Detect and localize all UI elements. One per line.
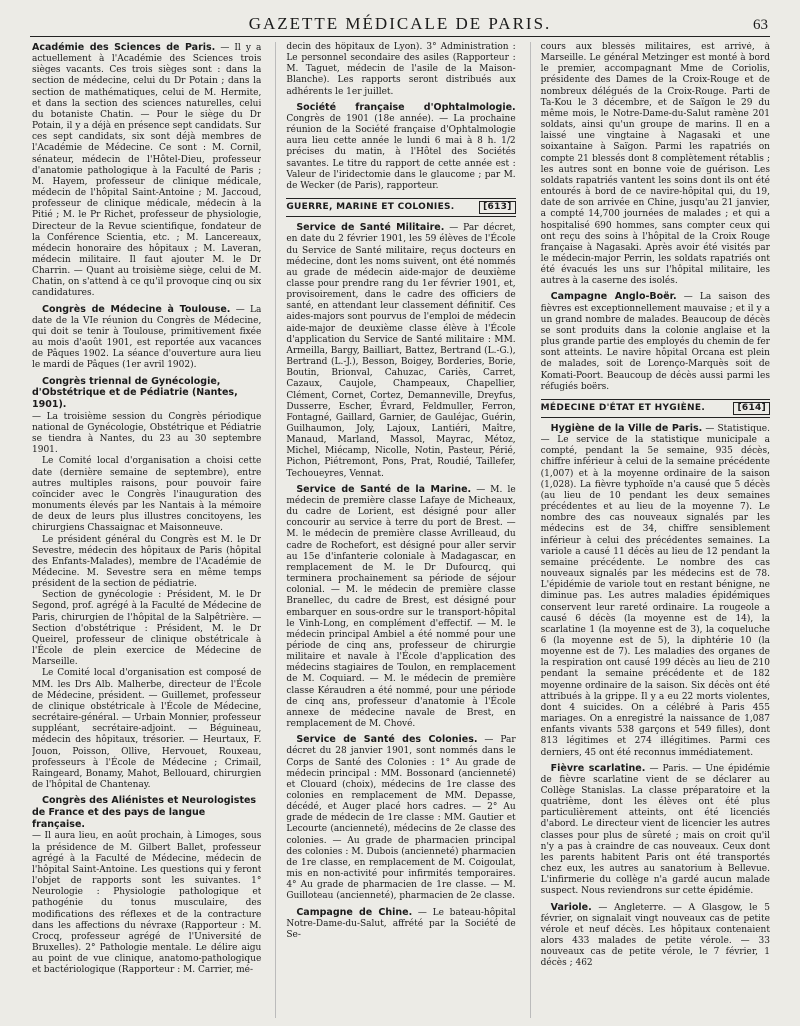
column-middle (275, 42, 515, 1018)
text-columns (32, 42, 770, 1018)
article-title: Congrès de Médecine à Toulouse. (42, 303, 231, 315)
article-scarlatine (541, 763, 770, 898)
article-title: Campagne Anglo-Boër. (550, 291, 677, 303)
column-right (530, 42, 770, 1018)
article-text: cours aux blessés militaires, est arrivé, à Marseille. Le général Metzinger est monté à bord le premier, accompagnant Mme de Coriolis, présidente des Dames de la Croix-Rouge et de nombreux délégués de la Croix-Rouge. Parti de Ta-Kou le 3 décembre, et de Saïgon le 29 du même mois, le Notre-Dame-du-Salut ramène 201 soldats, ainsi qu'un groupe de marins. Il en a laissé une vingtaine à Nagasaki et une soixantaine à Saïgon. Parmi les rapatriés on compte 21 blessés dont 8 complètement rétablis ; les autres sont en bonne voie de guérison. Les soldats rapatriés vantent les soins dont ils ont été entourés à bord de ce navire-hôpital qui, du 19, date de son arrivée en Chine, jusqu'au 21 janvier, a compté 14,700 journées de malades ; et qui a hospitalisé 690 hommes, sans compter ceux qui ont reçu des soins à l'hôpital de la Croix Rouge française à Nagasaki. Après avoir été visités par le médecin-major Perrin, les soldats rapatriés ont été évacués les uns sur l'hôpital militaire, les autres à la caserne des isolés. (540, 42, 770, 287)
page-header (30, 14, 770, 37)
article-campagne-chine (286, 907, 515, 941)
article-nantes (32, 376, 261, 792)
article-title: Congrès des Aliénistes et Neurologistes de France et des pays de langue française. (32, 795, 257, 830)
article-paragraph: Le Comité local d'organisation a choisi cette date (dernière semaine de septembre), entre autres multiples raisons, pour pouvoir faire coïncider avec le Congrès l'inauguration des monuments élevés par les Nantais à la mémoire de deux de leurs plus illustres concitoyens, les chirurgiens Chassaignac et Maisonneuve. (32, 456, 262, 534)
article-paragraph: — La troisième session du Congrès périodique national de Gynécologie, Obstétrique et Pédiatrie se tiendra à Nantes, du 23 au 30 septembre 1901. (32, 411, 262, 456)
article-ophtalmo (286, 102, 515, 192)
article-title: Variole. (550, 901, 592, 913)
article-text: — Il y a actuellement à l'Académie des Sciences trois sièges vacants. Ces trois sièges sont : dans la section de médecine, celui du Dr Potain ; dans la section de mathématiques, celui de M. Hermite, et dans la section des sciences naturelles, celui du botaniste Chatin. — Pour le siège du Dr Potain, il y a déjà en présence sept candidats. Sur ces sept candidats, six sont déjà membres de l'Académie de Médecine. Ce sont : M. Cornil, sénateur, médecin de l'Hôtel-Dieu, professeur d'anatomie pathologique à la Faculté de Paris ; M. Hayem, professeur de clinique médicale, médecin de l'hôpital Saint-Antoine ; M. Jaccoud, professeur de clinique médicale, médecin à la Pitié ; M. le Pr Richet, professeur de physiologie, Directeur de la Revue scientifique, fondateur de la Conférence Scientia, etc. ; M. Lancereaux, médecin honoraire des hôpitaux ; M. Laveran, médecin militaire. Il faut ajouter M. le Dr Charrin. — Quant au troisième siège, celui de M. Chatin, on s'attend à ce qu'il provoque cinq ou six candidatures. (32, 43, 262, 299)
article-paragraph: Le Comité local d'organisation est composé de MM. les Drs Alb. Malherbe, directeur de l'École de Médecine, président. — Guillemet, professeur de clinique obstétricale à l'École de Médecine, secrétaire-général. — Urbain Monnier, professeur suppléant, secrétaire-adjoint. — Béguineau, médecin des hôpitaux, trésorier. — Heurtaux, F. Jouon, Poisson, Ollive, Hervouet, Rouxeau, professeurs à l'École de Médecine ; Crimail, Raingeard, Bonamy, Mahot, Bellouard, chirurgien de l'hôpital de Chantenay. (32, 668, 262, 790)
article-title: Congrès triennal de Gynécologie, d'Obstétrique et de Pédiatrie (Nantes, 1901). (32, 375, 238, 411)
section-title: GUERRE, MARINE ET COLONIES. (286, 202, 455, 213)
article-text: — Par décret, en date du 2 février 1901, les 59 élèves de l'École du Service de Santé militaire, reçus docteurs en médecine, dont les noms suivent, ont été nommés au grade de médecin aide-major de deuxième classe pour prendre rang du 1er février 1901, et, provisoirement, dans le cadre des officiers de santé, en attendant leur classement définitif. Ces aides-majors sont pourvus de l'emploi de médecin aide-major de deuxième classe élève à l'École d'application du Service de Santé militaire : MM. Armeilla, Bargy, Bailliart, Battez, Bertrand (L.-G.), Bertrand (L.-J.), Besson, Boigey, Borderies, Borie, Boutin, Brionval, Cahuzac, Cariès, Carret, Cazaux, Caujole, Champeaux, Chapellier, Clément, Cornet, Cortez, Demanneville, Dreyfus, Dusserre, Escher, Évrard, Feldmuller, Ferron, Fontagné, Gaillard, Garnier, de Gauléjac, Guérin, Guilhaumon, Joly, Lajoux, Lantiéri, Maître, Manaud, Marland, Massol, Mayrac, Métoz, Michel, Miécamp, Nicolle, Notin, Pasteur, Périé, Pichon, Piétremont, Pons, Prat, Roudié, Taillefer, Techoueyres, Vennat. (286, 223, 516, 479)
article-title: Académie des Sciences de Paris. (32, 42, 216, 53)
article-text: Congrès de 1901 (18e année). — La prochaine réunion de la Société française d'Ophtalmologie aura lieu cette année le lundi 6 mai à 8 h. 1/2 précises du matin, à l'Hôtel des Sociétés savantes. Le titre du rapport de cette année est : Valeur de l'iridectomie dans le glaucome ; par M. de Wecker (de Paris), rapporteur. (286, 113, 516, 191)
article-text: — Par décret du 28 janvier 1901, sont nommés dans le Corps de Santé des Colonies : 1° Au grade de médecin principal : MM. Bossonard (ancienneté) et Clouard (choix), médecins de 1re classe des colonies en remplacement de MM. Depasse, décédé, et Auger placé hors cadres. — 2° Au grade de médecin de 1re classe : MM. Gautier et Lecourte (ancienneté), médecins de 2e classe des colonies. — Au grade de pharmacien principal des colonies : M. Dubois (ancienneté) pharmacien de 1re classe, en remplacement de M. Coigoulat, mis en non-activité pour infirmités temporaires. 4° Au grade de pharmacien de 1re classe. — M. Guilloteau (ancienneté), pharmacien de 2e classe. (286, 735, 516, 902)
article-text: — Angleterre. — A Glasgow, le 5 février, on signalait vingt nouveaux cas de petite vérole et neuf décès. Les hôpitaux contenaient alors 433 malades de petite vérole. — 33 nouveaux cas de petite vérole, le 7 février, 1 décès ; 462 (540, 902, 770, 969)
column-left (32, 42, 261, 1018)
article-title: Société française d'Ophtalmologie. (296, 101, 516, 113)
article-text: decin des hôpitaux de Lyon). 3° Administration : Le personnel secondaire des asiles (Rapporteur : M. Taguet, médecin de l'asile de la Maison-Blanche). Les rapports seront distribués aux adhérents le 1er juillet. (286, 42, 516, 97)
article-title: Campagne de Chine. (296, 906, 413, 918)
article-text: — La date de la VIe réunion du Congrès de Médecine, qui doit se tenir à Toulouse, primitivement fixée au mois d'août 1901, est reportée aux vacances de Pâques 1902. La séance d'ouverture aura lieu le mardi de Pâques (1er avril 1902). (32, 304, 262, 371)
article-title: Service de Santé des Colonies. (296, 734, 478, 746)
article-text: — Il aura lieu, en août prochain, à Limoges, sous la présidence de M. Gilbert Ballet, professeur agrégé à la Faculté de Médecine, médecin de l'hôpital Saint-Antoine. Les questions qui y feront l'objet de rapports sont les suivantes. 1° Neurologie : Physiologie pathologique et pathogénie du tonus musculaire, des modifications des réflexes et de la contracture dans les affections du névraxe (Rapporteur : M. Crocq, professeur agrégé de l'Université de Bruxelles). 2° Pathologie mentale. Le délire aigu au point de vue clinique, anatomo-pathologique et bactériologique (Rapporteur : M. Carrier, mé- (32, 831, 262, 976)
section-reference: [614] (733, 402, 770, 415)
article-paragraph: Le président général du Congrès est M. le Dr Sevestre, médecin des hôpitaux de Paris (hôpital des Enfants-Malades), membre de l'Académie de Médecine. M. Sevestre sera en même temps président de la section de pédiatrie. (32, 534, 262, 590)
article-anglo-boer (541, 291, 770, 392)
article-marine (286, 484, 515, 730)
article-paragraph: Section de gynécologie : Président, M. le Dr Segond, prof. agrégé à la Faculté de Médecine de Paris, chirurgien de l'hôpital de la Salpêtrière. — Section d'obstétrique : Président, M. le Dr Queirel, professeur de clinique obstétricale à l'École de plein exercice de Médecine de Marseille. (32, 590, 262, 668)
article-text: — M. le médecin de première classe Lafaye de Micheaux, du cadre de Lorient, est désigné pour aller concourir au service à terre du port de Brest. — M. le médecin de première classe Avrilleaud, du cadre de Rochefort, est désigné pour aller servir au 15e d'infanterie coloniale à Madagascar, en remplacement de M. le Dr Dufourcq, qui terminera prochainement sa période de séjour colonial. — M. le médecin de première classe Branellec, du cadre de Brest, est désigné pour embarquer en sous-ordre sur le transport-hôpital le Vinh-Long, en complément d'effectif. — M. le médecin principal Ambiel a été nommé pour une période de cinq ans, professeur de chirurgie militaire et navale à l'École d'application des médecins stagiaires de Toulon, en remplacement de M. Coquiard. — M. le médecin de première classe Kéraudren a été nommé, pour une période de cinq ans, professeur d'anatomie à l'École annexe de médecine navale de Brest, en remplacement de M. Chové. (286, 484, 516, 730)
article-toulouse (32, 304, 261, 372)
article-hygiene (541, 423, 770, 759)
running-title: GAZETTE MÉDICALE DE PARIS. (248, 14, 552, 33)
article-variole (541, 902, 770, 970)
section-title: MÉDECINE D'ÉTAT ET HYGIÈNE. (540, 402, 706, 413)
section-heading (541, 399, 770, 418)
section-reference: [613] (479, 201, 516, 214)
article-alienistes (32, 795, 261, 976)
article-title: Service de Santé Militaire. (296, 222, 445, 234)
article-lyon-continued (286, 42, 515, 98)
article-title: Service de Santé de la Marine. (296, 483, 472, 495)
page-number: 63 (753, 17, 768, 33)
section-heading (286, 198, 515, 217)
article-title: Fièvre scarlatine. (550, 762, 646, 774)
article-text: — Paris. — Une épidémie de fièvre scarlatine vient de se déclarer au Collège Stanislas. La classe préparatoire et la quatrième, dont les élèves ont été plus particulièrement atteints, ont été licenciés d'abord. Le directeur vient de licencier les autres classes pour plus de sûreté ; mais on croit qu'il n'y a pas à craindre de cas nouveaux. Ceux dont les parents habitent Paris ont été transportés chez eux, les autres au sanatorium à Bellevue. L'infirmerie du collège n'a gardé aucun malade suspect. Nous reviendrons sur cette épidémie. (540, 763, 770, 897)
article-text: — La saison des fièvres est exceptionnellement mauvaise ; et il y a un grand nombre de malades. Beaucoup de décès se sont produits dans la colonie anglaise et la plus grande partie des employés du chemin de fer sont atteints. Le navire hôpital Orcana est plein de malades, soit de Lorenço-Marquès soit de Komati-Poort. Beaucoup de décès aussi parmi les réfugiés boërs. (540, 292, 770, 392)
article-chine-continued (541, 42, 770, 287)
article-militaire (286, 222, 515, 480)
article-colonies (286, 734, 515, 902)
article-text: — Le bateau-hôpital Notre-Dame-du-Salut, affrété par la Société de Se- (286, 907, 516, 940)
article-title: Hygiène de la Ville de Paris. (550, 423, 703, 434)
article-text: — Statistique. — Le service de la statistique municipale a compté, pendant la 5e semaine, 935 décès, chiffre inférieur à celui de la semaine précédente (1,007) et à la moyenne ordinaire de la saison (1,028). La fièvre typhoïde n'a causé que 5 décès (au lieu de 10 pendant les deux semaines précédentes et au lieu de la moyenne 7). Le nombre des cas nouveaux signalés par les médecins est de 34, chiffre sensiblement inférieur à celui des précédentes semaines. La variole a causé 11 décès au lieu de 12 pendant la semaine précédente. Le nombre des cas nouveaux signalés par les médecins est de 78. L'épidémie de variole tout en restant bénigne, ne diminue pas. Les autres maladies épidémiques conservent leur rareté ordinaire. La rougeole a causé 6 décès (la moyenne est de 14), la scarlatine 1 (la moyenne est de 3), la coqueluche 6 (la moyenne est de 5), la diphtérie 10 (la moyenne est de 7). Les maladies des organes de la respiration ont causé 199 décès au lieu de 210 pendant la semaine précédente et de 182 moyenne ordinaire de la saison. Six décès ont été attribués à la grippe. Il y a eu 22 morts violentes, dont 4 suicides. On a célébré à Paris 455 mariages. On a enregistré la naissance de 1,087 enfants vivants 538 garçons et 549 filles), dont 813 légitimes et 274 illégitimes. Parmi ces derniers, 45 ont été reconnus immédiatement. (540, 424, 770, 758)
article-academie (32, 42, 261, 300)
